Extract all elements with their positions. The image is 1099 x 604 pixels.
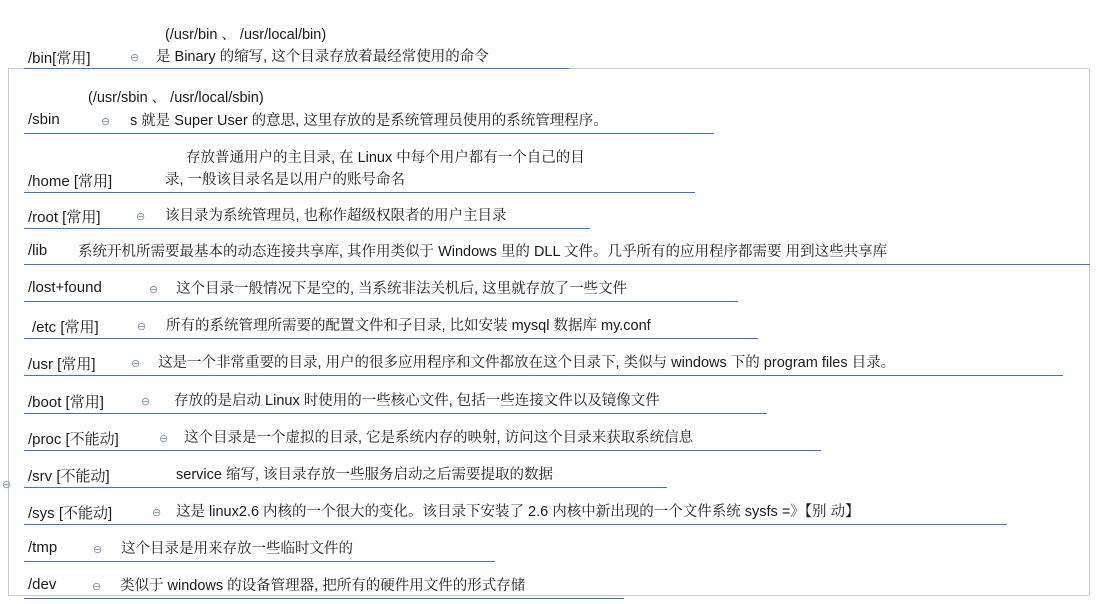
underline — [24, 133, 714, 134]
entry-description-line1: 系统开机所需要最基本的动态连接共享库, 其作用类似于 Windows 里的 DLL 文件。几乎所有的应用程序都需要 用到这些共享库 — [78, 244, 888, 260]
bullet-icon: ⊖ — [152, 507, 162, 519]
entry-description-line1: 这是一个非常重要的目录, 用户的很多应用程序和文件都放在这个目录下, 类似与 windows 下的 program files 目录。 — [158, 355, 896, 371]
underline — [24, 228, 590, 229]
entry-description-line1: (/usr/bin 、 /usr/local/bin) — [165, 27, 327, 43]
entry-term: /srv [不能动] — [28, 468, 110, 485]
entry-term: /usr [常用] — [28, 356, 96, 373]
underline — [24, 561, 495, 562]
entry-description-line1: 存放普通用户的主目录, 在 Linux 中每个用户都有一个自己的目 — [186, 150, 585, 166]
entry-term: /proc [不能动] — [28, 431, 119, 448]
side-marker-icon: ⊖ — [2, 479, 12, 491]
underline — [24, 487, 667, 488]
entry-description-line1: 所有的系统管理所需要的配置文件和子目录, 比如安装 mysql 数据库 my.conf — [166, 318, 651, 334]
entry-description-line1: 这个目录是一个虚拟的目录, 它是系统内存的映射, 访问这个目录来获取系统信息 — [184, 430, 694, 446]
entry-description-line1: 类似于 windows 的设备管理器, 把所有的硬件用文件的形式存储 — [120, 578, 526, 594]
entry-term: /dev — [28, 576, 57, 593]
underline — [24, 450, 821, 451]
entry-description-line1: 这是 linux2.6 内核的一个很大的变化。该目录下安装了 2.6 内核中新出现的一个文件系统 sysfs =》【别 动】 — [176, 504, 860, 520]
underline — [24, 524, 1007, 525]
bullet-icon: ⊖ — [130, 52, 140, 64]
entry-description-line2: 录, 一般该目录名是以用户的账号命名 — [165, 172, 406, 188]
underline — [24, 192, 695, 193]
entry-term: /home [常用] — [28, 173, 113, 190]
underline — [24, 338, 758, 339]
bullet-icon: ⊖ — [93, 544, 103, 556]
underline — [24, 68, 569, 69]
entry-term: /sbin — [28, 111, 60, 128]
entry-description-line1: service 缩写, 该目录存放一些服务启动之后需要提取的数据 — [176, 467, 554, 483]
underline — [24, 264, 1090, 265]
bullet-icon: ⊖ — [101, 116, 111, 128]
entry-description-line1: (/usr/sbin 、 /usr/local/sbin) — [88, 90, 264, 106]
entry-description-line1: 该目录为系统管理员, 也称作超级权限者的用户主目录 — [165, 208, 507, 224]
entry-term: /sys [不能动] — [28, 505, 113, 522]
underline — [24, 301, 738, 302]
bullet-icon: ⊖ — [159, 433, 169, 445]
entry-term: /etc [常用] — [32, 319, 99, 336]
entry-term: /tmp — [28, 539, 58, 556]
entry-description-line2: s 就是 Super User 的意思, 这里存放的是系统管理员使用的系统管理程序。 — [130, 113, 608, 129]
entry-term: /boot [常用] — [28, 394, 104, 411]
bullet-icon: ⊖ — [92, 581, 102, 593]
entry-term: /bin[常用] — [28, 50, 91, 67]
bullet-icon: ⊖ — [137, 321, 147, 333]
bullet-icon: ⊖ — [141, 396, 151, 408]
entry-description-line1: 这个目录一般情况下是空的, 当系统非法关机后, 这里就存放了一些文件 — [176, 281, 628, 297]
underline — [24, 413, 767, 414]
entry-description-line2: 是 Binary 的缩写, 这个目录存放着最经常使用的命令 — [156, 49, 489, 65]
entry-description-line1: 存放的是启动 Linux 时使用的一些核心文件, 包括一些连接文件以及镜像文件 — [174, 393, 660, 409]
entry-term: /lost+found — [28, 279, 102, 296]
underline — [24, 375, 1063, 376]
entry-term: /root [常用] — [28, 209, 101, 226]
bullet-icon: ⊖ — [136, 211, 146, 223]
underline — [24, 598, 624, 599]
entry-term: /lib — [28, 242, 48, 259]
bullet-icon: ⊖ — [149, 284, 159, 296]
bullet-icon: ⊖ — [131, 358, 141, 370]
entry-description-line1: 这个目录是用来存放一些临时文件的 — [121, 541, 353, 557]
